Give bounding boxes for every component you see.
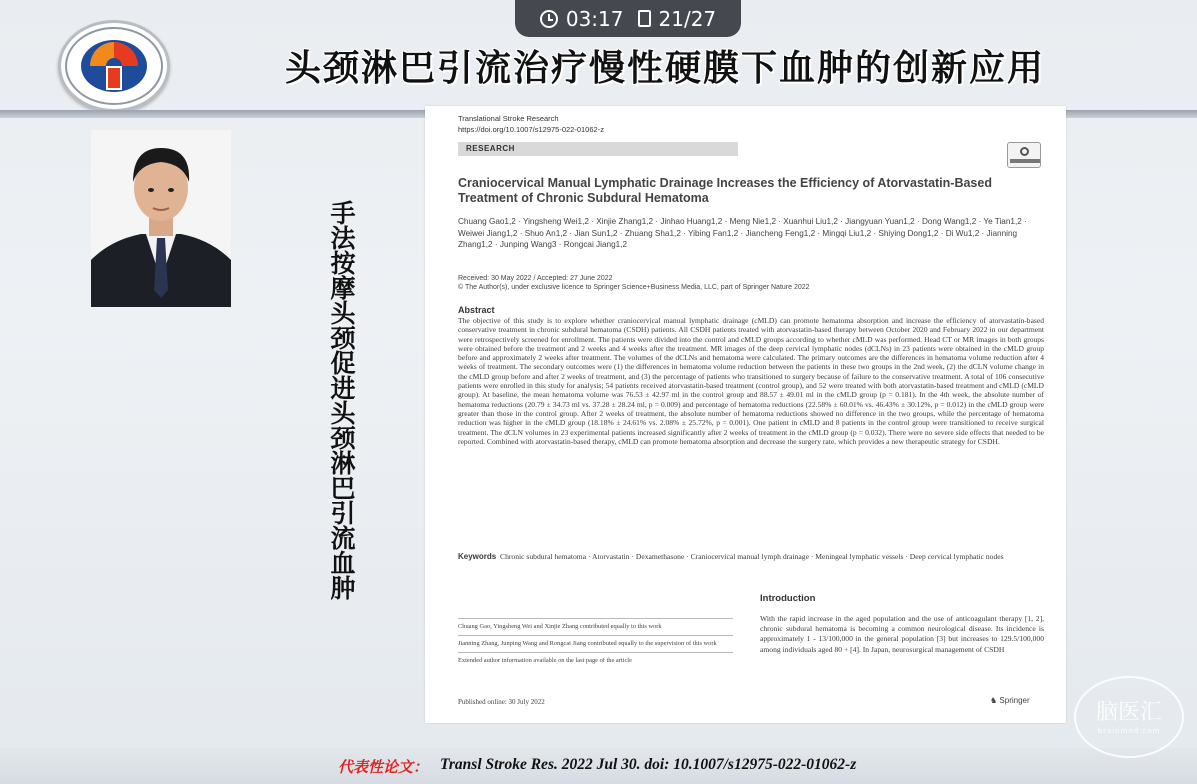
introduction-heading: Introduction bbox=[760, 593, 816, 604]
citation-label: 代表性论文： bbox=[338, 758, 429, 776]
received-dates bbox=[458, 274, 1018, 292]
footnote-author-info: Extended author information available on the last page of the article bbox=[458, 652, 733, 665]
playback-time: 03:17 bbox=[565, 6, 624, 31]
author-list: Chuang Gao1,2 · Yingsheng Wei1,2 · Xinjie Zhang1,2 · Jinhao Huang1,2 · Meng Nie1,2 · Xuanhui Liu1,2 · Jiangyuan Yuan1,2 · Dong Wang1,2 · Ye Tian1,2 · Weiwei Jiang1,2 · Shuo An1,2 · Jian Sun1,2 · Zhuang Sha1,2 · Yibing Fan1,2 · Jiancheng Feng1,2 · Mingqi Liu1,2 · Shiying Dong1,2 · Di Wu1,2 · Jianning Zhang1,2 · Junping Wang3 · Rongcai Jiang1,2 bbox=[458, 217, 1027, 249]
keywords-label: Keywords bbox=[458, 552, 497, 561]
university-logo bbox=[58, 20, 170, 112]
presenter-photo bbox=[91, 130, 231, 307]
publisher-logo bbox=[990, 696, 1030, 705]
footnote-supervision: Jianning Zhang, Junping Wang and Rongcai Jiang contributed equally to the supervision of this work bbox=[458, 635, 733, 648]
player-status-bar bbox=[515, 0, 741, 37]
journal-name: Translational Stroke Research bbox=[458, 114, 559, 123]
publisher-name: Springer bbox=[999, 696, 1030, 705]
abstract-text: The objective of this study is to explore whether craniocervical manual lymphatic drainage (cMLD) can promote hematoma absorption and increase the efficiency of atorvastatin-based conservative treatment in chronic subdural hematoma (CSDH) patients. All CSDH patients treated with atorvastatin-based therapy between October 2020 and February 2022 in our department were retrospectively screened for enrollment. The patients were divided into the control and cMLD groups according to whether cMLD was performed. Head CT or MR images in both groups were obtained before the treatment and 2 weeks and 4 weeks after the treatment. MR images of the deep cervical lymphatic nodes (dCLNs) in 23 patients were obtained in the cMLD group before and approximately 2 weeks after treatment. The volumes of the dCLNs and hematoma were calculated. The primary outcomes are the differences in hematoma volume reduction after 4 weeks of treatment. The secondary outcomes were (1) the differences in hematoma volume reduction between the patients in these two groups in the 2nd week, (2) the dCLN volume change in the cMLD group before and after 2 weeks of treatment, and (3) the percentage of patients who transitioned to surgery because of failure to the conservative treatment. A total of 106 consecutive patients were enrolled in this study for analysis; 54 patients received atorvastatin-based treatment (control group), and 52 were treated with both atorvastatin-based treatment and cMLD (cMLD group). At baseline, the mean hematoma volume was 76.53 ± 42.97 ml in the control group and 88.57 ± 49.01 ml in the cMLD group (p = 0.181). In the 4th week, the absolute number of hematoma reductions (20.79 ± 34.73 ml vs. 37.28 ± 28.24 ml, p = 0.009) and percentage of hematoma reductions (22.58% ± 60.01% vs. 46.43% ± 30.12%, p = 0.012) in the cMLD group were greater than those in the control group. After 2 weeks of treatment, the absolute number of hematoma reductions showed no difference in the two groups, while the percentage of hematoma reduction was higher in the cMLD group (18.18% ± 24.61% vs. 2.08% ± 25.72%, p = 0.001). One patient in cMLD and 8 patients in the control group were transitioned to receive surgical treatment. The dCLN volumes in 23 experimental patients increased significantly after 2 weeks of treatment in the cMLD group (p = 0.032). There were no severe side effects that needed to be reported. Combined with atorvastatin-based therapy, cMLD can promote hematoma absorption and decrease the surgery rate, which provides a new therapeutic strategy for CSDH. bbox=[458, 316, 1044, 446]
footnotes bbox=[458, 618, 733, 669]
vertical-subtitle: 手法按摩头颈促进头颈淋巴引流血肿 bbox=[327, 200, 356, 600]
citation-text: Transl Stroke Res. 2022 Jul 30. doi: 10.1007/s12975-022-01062-z bbox=[440, 756, 857, 773]
keywords-text: Chronic subdural hematoma · Atorvastatin · Dexamethasone · Craniocervical manual lymph drainage · Meningeal lymphatic vessels · Deep cervical lymphatic nodes bbox=[500, 552, 1004, 561]
slide-title: 头颈淋巴引流治疗慢性硬膜下血肿的创新应用 bbox=[284, 48, 1045, 89]
footnote-equal-contribution: Chuang Gao, Yingsheng Wei and Xinjie Zhang contributed equally to this work bbox=[458, 618, 733, 631]
page-icon bbox=[638, 10, 651, 27]
introduction-text: With the rapid increase in the aged population and the use of anticoagulant therapy [1, 2], chronic subdural hematoma is becoming a common neurological disease. Its incidence is approximately 1 - 13/100,000 in the general population [3] but increases to 129.5/100,000 among individuals aged 80 + [4]. In Japan, neurosurgical management of CSDH bbox=[760, 614, 1044, 654]
received-line: Received: 30 May 2022 / Accepted: 27 June 2022 bbox=[458, 275, 613, 282]
keywords bbox=[458, 552, 1044, 562]
university-seal-icon bbox=[62, 24, 166, 108]
abstract-heading: Abstract bbox=[458, 305, 495, 315]
person-avatar-icon bbox=[91, 130, 231, 307]
page-counter: 21/27 bbox=[658, 6, 717, 31]
copyright-line: © The Author(s), under exclusive licence to Springer Science+Business Media, LLC, part of Springer Nature 2022 bbox=[458, 284, 810, 291]
section-label: RESEARCH bbox=[458, 142, 738, 156]
article-title: Craniocervical Manual Lymphatic Drainage Increases the Efficiency of Atorvastatin-Based Treatment of Chronic Subdural Hematoma bbox=[458, 176, 992, 205]
watermark-text: 脑医汇 bbox=[1095, 700, 1162, 725]
watermark-sub: brainmed.com bbox=[1097, 727, 1161, 735]
watermark-logo bbox=[1074, 676, 1184, 758]
published-date: Published online: 30 July 2022 bbox=[458, 698, 545, 706]
paper-doi: https://doi.org/10.1007/s12975-022-01062-z bbox=[458, 125, 604, 134]
springer-horse-icon: ♞ bbox=[990, 696, 1000, 705]
clock-icon bbox=[540, 10, 558, 28]
paper-page bbox=[425, 106, 1066, 723]
check-for-updates-icon bbox=[1007, 142, 1041, 168]
